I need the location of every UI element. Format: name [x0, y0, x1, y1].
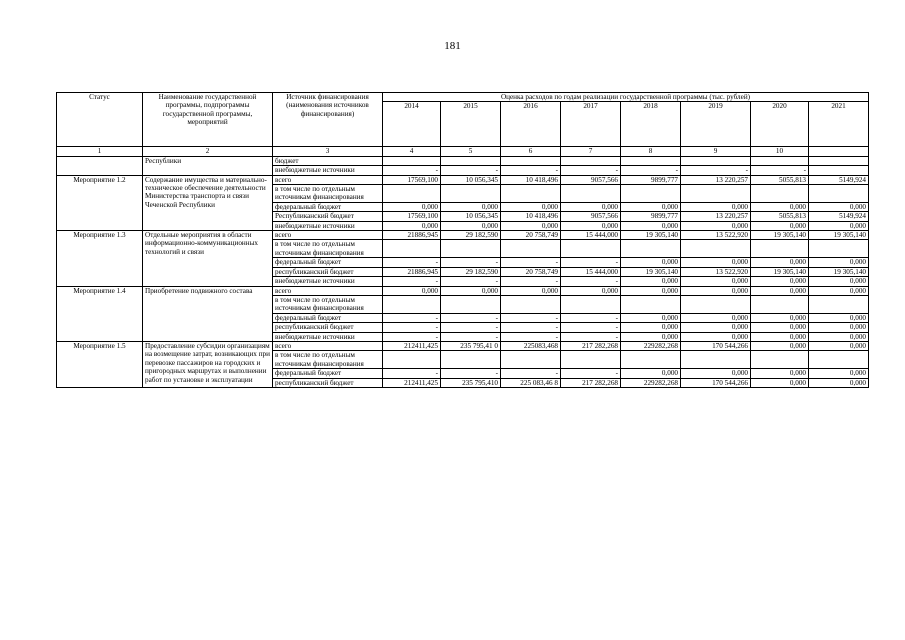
amount-cell: [809, 295, 869, 313]
amount-cell: 212411,425: [383, 378, 441, 387]
amount-cell: 170 544,266: [681, 378, 751, 387]
amount-cell: [751, 295, 809, 313]
amount-cell: -: [441, 166, 501, 175]
amount-cell: 19 305,140: [751, 267, 809, 276]
header-year: 2021: [809, 102, 869, 147]
amount-cell: 0,000: [383, 202, 441, 211]
amount-cell: 5055,813: [751, 175, 809, 184]
amount-cell: 0,000: [621, 369, 681, 378]
amount-cell: 0,000: [621, 332, 681, 341]
amount-cell: -: [681, 166, 751, 175]
amount-cell: [681, 351, 751, 369]
amount-cell: 0,000: [681, 369, 751, 378]
amount-cell: [751, 185, 809, 203]
amount-cell: 5149,924: [809, 175, 869, 184]
amount-cell: [441, 185, 501, 203]
funding-source: в том числе по отдельным источникам финансирования: [273, 185, 383, 203]
funding-source: бюджет: [273, 156, 383, 165]
amount-cell: 17569,100: [383, 212, 441, 221]
amount-cell: -: [501, 323, 561, 332]
amount-cell: [561, 240, 621, 258]
column-number: 1: [57, 147, 143, 156]
amount-cell: 0,000: [441, 286, 501, 295]
header-row: [57, 93, 869, 102]
amount-cell: 235 795,41 0: [441, 341, 501, 350]
amount-cell: 10 056,345: [441, 212, 501, 221]
header-year: 2017: [561, 102, 621, 147]
amount-cell: 235 795,410: [441, 378, 501, 387]
header-year: 2018: [621, 102, 681, 147]
amount-cell: 0,000: [809, 341, 869, 350]
amount-cell: 13 522,920: [681, 267, 751, 276]
amount-cell: -: [561, 313, 621, 322]
amount-cell: 0,000: [621, 258, 681, 267]
amount-cell: [501, 240, 561, 258]
amount-cell: 0,000: [809, 369, 869, 378]
funding-source: внебюджетные источники: [273, 221, 383, 230]
amount-cell: 21886,945: [383, 231, 441, 240]
amount-cell: [621, 185, 681, 203]
funding-source: всего: [273, 341, 383, 350]
header-year: 2016: [501, 102, 561, 147]
amount-cell: -: [561, 166, 621, 175]
measure-name: Республики: [143, 156, 273, 175]
amount-cell: 0,000: [809, 202, 869, 211]
amount-cell: 0,000: [809, 332, 869, 341]
amount-cell: -: [561, 258, 621, 267]
measure-name: Приобретение подвижного состава: [143, 286, 273, 341]
amount-cell: 0,000: [681, 332, 751, 341]
page-number: 181: [444, 40, 461, 52]
amount-cell: 0,000: [751, 258, 809, 267]
header-year: 2014: [383, 102, 441, 147]
column-numbers-row: [57, 147, 869, 156]
amount-cell: 9057,566: [561, 175, 621, 184]
amount-cell: [501, 295, 561, 313]
amount-cell: [621, 240, 681, 258]
amount-cell: [561, 156, 621, 165]
amount-cell: 0,000: [681, 286, 751, 295]
amount-cell: 0,000: [751, 202, 809, 211]
amount-cell: 29 182,590: [441, 267, 501, 276]
amount-cell: -: [383, 323, 441, 332]
header-name: Наименование государственной программы, подпрограммы государственной программы, мероприятий: [143, 93, 273, 147]
amount-cell: 0,000: [809, 313, 869, 322]
funding-source: республиканский бюджет: [273, 267, 383, 276]
amount-cell: [681, 240, 751, 258]
column-number: 8: [621, 147, 681, 156]
amount-cell: -: [441, 313, 501, 322]
amount-cell: [561, 295, 621, 313]
measure-status: Мероприятие 1.5: [57, 341, 143, 387]
funding-source: федеральный бюджет: [273, 258, 383, 267]
amount-cell: 0,000: [383, 286, 441, 295]
amount-cell: 170 544,266: [681, 341, 751, 350]
amount-cell: -: [501, 258, 561, 267]
amount-cell: -: [383, 166, 441, 175]
amount-cell: [751, 156, 809, 165]
table-row: [57, 231, 869, 240]
amount-cell: 19 305,140: [809, 231, 869, 240]
column-number: 3: [273, 147, 383, 156]
amount-cell: -: [561, 369, 621, 378]
amount-cell: 0,000: [561, 221, 621, 230]
measure-name: Содержание имущества и материально-техническое обеспечение деятельности Министерства транспорта и связи Чеченской Республики: [143, 175, 273, 230]
amount-cell: [501, 156, 561, 165]
amount-cell: 10 418,496: [501, 212, 561, 221]
amount-cell: 10 418,496: [501, 175, 561, 184]
funding-source: внебюджетные источники: [273, 166, 383, 175]
column-number: 5: [441, 147, 501, 156]
amount-cell: -: [561, 332, 621, 341]
funding-source: республиканский бюджет: [273, 323, 383, 332]
amount-cell: 9057,566: [561, 212, 621, 221]
amount-cell: [383, 351, 441, 369]
amount-cell: 0,000: [751, 286, 809, 295]
amount-cell: -: [751, 166, 809, 175]
amount-cell: 0,000: [809, 286, 869, 295]
amount-cell: [809, 185, 869, 203]
amount-cell: [441, 156, 501, 165]
amount-cell: -: [441, 332, 501, 341]
amount-cell: 0,000: [681, 313, 751, 322]
amount-cell: [681, 295, 751, 313]
amount-cell: 5149,924: [809, 212, 869, 221]
funding-source: внебюджетные источники: [273, 332, 383, 341]
amount-cell: 217 282,268: [561, 341, 621, 350]
funding-source: федеральный бюджет: [273, 202, 383, 211]
amount-cell: 19 305,140: [621, 231, 681, 240]
amount-cell: 20 758,749: [501, 231, 561, 240]
amount-cell: [561, 185, 621, 203]
amount-cell: [501, 351, 561, 369]
amount-cell: 15 444,000: [561, 267, 621, 276]
amount-cell: 0,000: [681, 221, 751, 230]
amount-cell: [751, 351, 809, 369]
amount-cell: 229282,268: [621, 378, 681, 387]
funding-source: всего: [273, 286, 383, 295]
amount-cell: 0,000: [681, 202, 751, 211]
column-number: 2: [143, 147, 273, 156]
amount-cell: -: [501, 166, 561, 175]
amount-cell: 20 758,749: [501, 267, 561, 276]
amount-cell: 5055,813: [751, 212, 809, 221]
funding-source: всего: [273, 231, 383, 240]
amount-cell: 225083,468: [501, 341, 561, 350]
amount-cell: [383, 156, 441, 165]
amount-cell: 19 305,140: [809, 267, 869, 276]
amount-cell: -: [501, 332, 561, 341]
column-number: 6: [501, 147, 561, 156]
amount-cell: [501, 185, 561, 203]
amount-cell: 13 220,257: [681, 175, 751, 184]
measure-status: Мероприятие 1.2: [57, 175, 143, 230]
column-number: 7: [561, 147, 621, 156]
measure-name: Предоставление субсидии организациям на возмещение затрат, возникающих при перевозке пассажиров на городских и пригородных маршрутах и выполнении работ по установке и эксплуатации: [143, 341, 273, 387]
amount-cell: -: [561, 277, 621, 286]
amount-cell: 0,000: [809, 221, 869, 230]
column-number: [809, 147, 869, 156]
amount-cell: 15 444,000: [561, 231, 621, 240]
amount-cell: 13 220,257: [681, 212, 751, 221]
table-row: [57, 286, 869, 295]
header-year: 2020: [751, 102, 809, 147]
amount-cell: 229282,268: [621, 341, 681, 350]
amount-cell: 0,000: [751, 369, 809, 378]
amount-cell: [809, 351, 869, 369]
amount-cell: -: [383, 369, 441, 378]
amount-cell: 0,000: [621, 313, 681, 322]
amount-cell: 0,000: [501, 221, 561, 230]
amount-cell: -: [621, 166, 681, 175]
column-number: 4: [383, 147, 441, 156]
measure-name: Отдельные мероприятия в области информационно-коммуникационных технологий и связи: [143, 231, 273, 286]
amount-cell: 29 182,590: [441, 231, 501, 240]
amount-cell: 0,000: [561, 286, 621, 295]
table-row: [57, 341, 869, 350]
amount-cell: -: [383, 258, 441, 267]
amount-cell: 0,000: [751, 323, 809, 332]
amount-cell: 0,000: [501, 202, 561, 211]
amount-cell: 0,000: [621, 323, 681, 332]
funding-source: внебюджетные источники: [273, 277, 383, 286]
amount-cell: 0,000: [809, 378, 869, 387]
amount-cell: [681, 156, 751, 165]
measure-status: [57, 156, 143, 175]
amount-cell: 0,000: [383, 221, 441, 230]
amount-cell: -: [561, 323, 621, 332]
amount-cell: [383, 185, 441, 203]
amount-cell: 0,000: [501, 286, 561, 295]
amount-cell: 0,000: [561, 202, 621, 211]
header-year: 2019: [681, 102, 751, 147]
amount-cell: 9899,777: [621, 175, 681, 184]
amount-cell: 0,000: [751, 277, 809, 286]
amount-cell: 0,000: [809, 277, 869, 286]
amount-cell: [441, 295, 501, 313]
amount-cell: -: [441, 258, 501, 267]
funding-source: Республиканский бюджет: [273, 212, 383, 221]
amount-cell: 0,000: [681, 323, 751, 332]
amount-cell: 0,000: [751, 378, 809, 387]
amount-cell: 0,000: [751, 332, 809, 341]
funding-source: федеральный бюджет: [273, 313, 383, 322]
funding-source: в том числе по отдельным источникам финансирования: [273, 351, 383, 369]
amount-cell: -: [441, 323, 501, 332]
amount-cell: 0,000: [751, 341, 809, 350]
header-year: 2015: [441, 102, 501, 147]
funding-source: в том числе по отдельным источникам финансирования: [273, 240, 383, 258]
amount-cell: 0,000: [621, 286, 681, 295]
amount-cell: 212411,425: [383, 341, 441, 350]
amount-cell: [383, 295, 441, 313]
amount-cell: [441, 240, 501, 258]
amount-cell: [621, 351, 681, 369]
funding-source: республиканский бюджет: [273, 378, 383, 387]
funding-source: федеральный бюджет: [273, 369, 383, 378]
amount-cell: 21886,945: [383, 267, 441, 276]
amount-cell: 13 522,920: [681, 231, 751, 240]
amount-cell: [621, 156, 681, 165]
measure-status: Мероприятие 1.4: [57, 286, 143, 341]
amount-cell: 0,000: [621, 202, 681, 211]
amount-cell: -: [501, 369, 561, 378]
amount-cell: 0,000: [809, 258, 869, 267]
amount-cell: -: [383, 277, 441, 286]
amount-cell: [621, 295, 681, 313]
amount-cell: -: [441, 369, 501, 378]
amount-cell: -: [501, 277, 561, 286]
amount-cell: [751, 240, 809, 258]
amount-cell: 0,000: [751, 221, 809, 230]
measure-status: Мероприятие 1.3: [57, 231, 143, 286]
budget-table: [56, 92, 869, 388]
table-row: [57, 175, 869, 184]
column-number: 9: [681, 147, 751, 156]
amount-cell: [809, 240, 869, 258]
amount-cell: 0,000: [809, 323, 869, 332]
amount-cell: 0,000: [751, 313, 809, 322]
amount-cell: [383, 240, 441, 258]
amount-cell: 17569,100: [383, 175, 441, 184]
amount-cell: 0,000: [621, 277, 681, 286]
funding-source: всего: [273, 175, 383, 184]
amount-cell: 0,000: [441, 221, 501, 230]
amount-cell: 10 056,345: [441, 175, 501, 184]
amount-cell: 19 305,140: [751, 231, 809, 240]
amount-cell: -: [441, 277, 501, 286]
amount-cell: 19 305,140: [621, 267, 681, 276]
funding-source: в том числе по отдельным источникам финансирования: [273, 295, 383, 313]
amount-cell: [561, 351, 621, 369]
header-estimate: Оценка расходов по годам реализации государственной программы (тыс. рублей): [383, 93, 869, 102]
column-number: 10: [751, 147, 809, 156]
amount-cell: 0,000: [621, 221, 681, 230]
amount-cell: 225 083,46 8: [501, 378, 561, 387]
amount-cell: -: [383, 332, 441, 341]
amount-cell: 0,000: [441, 202, 501, 211]
amount-cell: 0,000: [681, 277, 751, 286]
header-source: Источник финансирования (наименования источников финансирования): [273, 93, 383, 147]
amount-cell: 217 282,268: [561, 378, 621, 387]
amount-cell: 9899,777: [621, 212, 681, 221]
header-status: Статус: [57, 93, 143, 147]
amount-cell: [441, 351, 501, 369]
table-row: [57, 156, 869, 165]
amount-cell: 0,000: [681, 258, 751, 267]
amount-cell: [681, 185, 751, 203]
amount-cell: [809, 166, 869, 175]
amount-cell: -: [383, 313, 441, 322]
amount-cell: [809, 156, 869, 165]
amount-cell: -: [501, 313, 561, 322]
